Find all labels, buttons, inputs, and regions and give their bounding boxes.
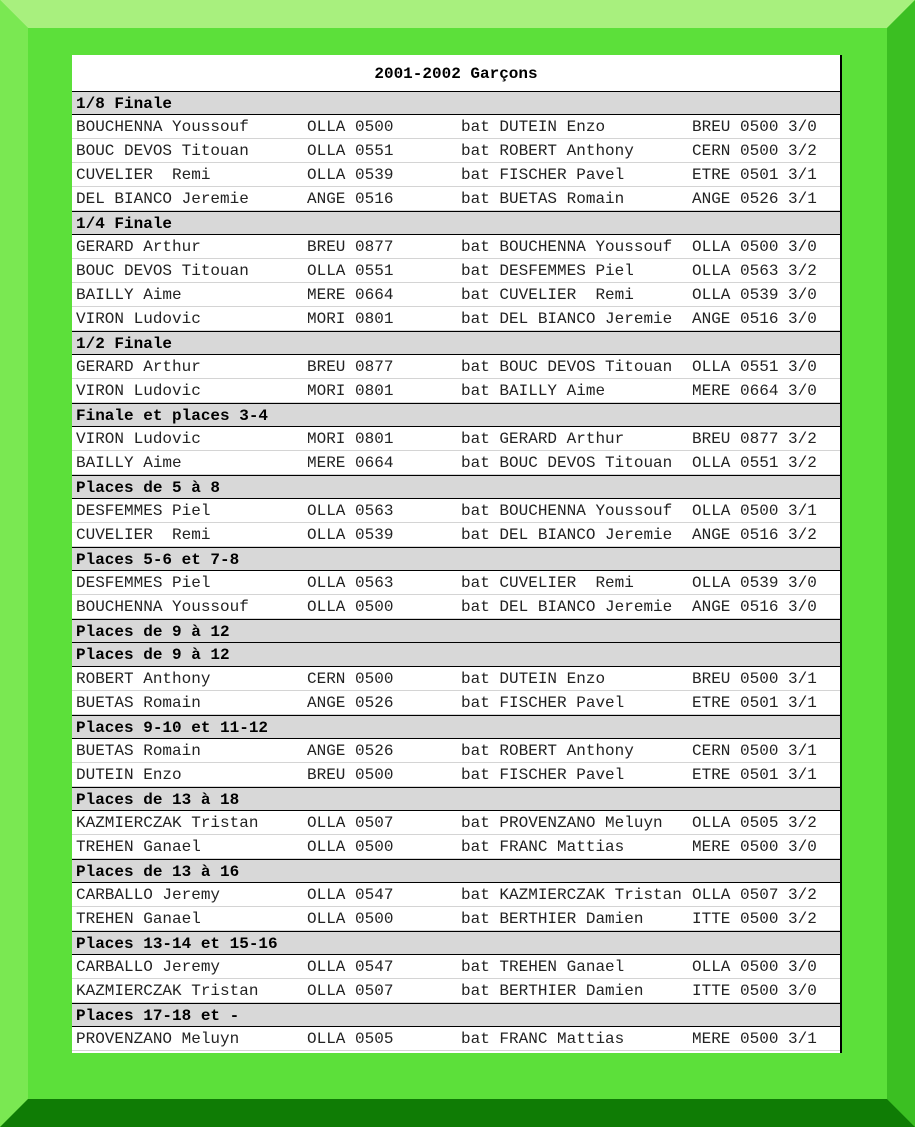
player-name: DEL BIANCO Jeremie bbox=[76, 190, 249, 208]
section-header: 1/4 Finale bbox=[72, 211, 840, 235]
bat-label: bat bbox=[461, 814, 490, 832]
match-row bbox=[72, 115, 840, 139]
opponent-name: KAZMIERCZAK Tristan bbox=[499, 886, 682, 904]
match-verb-opponent bbox=[461, 598, 672, 616]
opponent-club-score: OLLA 0551 3/0 bbox=[692, 358, 817, 376]
section-header: 1/2 Finale bbox=[72, 331, 840, 355]
player-club: MERE 0664 bbox=[307, 286, 394, 304]
match-row bbox=[72, 139, 840, 163]
player-club: BREU 0500 bbox=[307, 766, 394, 784]
bat-label: bat bbox=[461, 886, 490, 904]
match-row bbox=[72, 379, 840, 403]
player-club: CERN 0500 bbox=[307, 670, 394, 688]
opponent-name: DEL BIANCO Jeremie bbox=[499, 598, 673, 616]
opponent-name: DUTEIN Enzo bbox=[499, 118, 606, 136]
player-club: OLLA 0539 bbox=[307, 166, 394, 184]
player-club: OLLA 0505 bbox=[307, 1030, 394, 1048]
player-club: OLLA 0500 bbox=[307, 910, 394, 928]
player-club: OLLA 0547 bbox=[307, 958, 394, 976]
player-name: ROBERT Anthony bbox=[76, 670, 211, 688]
opponent-club-score: ITTE 0500 3/2 bbox=[692, 910, 817, 928]
player-name: BAILLY Aime bbox=[76, 454, 182, 472]
opponent-club-score: ANGE 0526 3/1 bbox=[692, 190, 817, 208]
opponent-club-score: BREU 0877 3/2 bbox=[692, 430, 817, 448]
match-row bbox=[72, 163, 840, 187]
player-club: OLLA 0507 bbox=[307, 814, 394, 832]
match-row bbox=[72, 955, 840, 979]
opponent-club-score: ANGE 0516 3/2 bbox=[692, 526, 817, 544]
opponent-club-score: OLLA 0500 3/0 bbox=[692, 238, 817, 256]
player-name: GERARD Arthur bbox=[76, 358, 201, 376]
opponent-name: CUVELIER Remi bbox=[499, 286, 634, 304]
opponent-name: PROVENZANO Meluyn bbox=[499, 814, 663, 832]
match-row bbox=[72, 427, 840, 451]
match-verb-opponent bbox=[461, 286, 634, 304]
match-verb-opponent bbox=[461, 118, 605, 136]
bat-label: bat bbox=[461, 142, 490, 160]
section-header: Places 17-18 et - bbox=[72, 1003, 840, 1027]
player-name: BOUC DEVOS Titouan bbox=[76, 142, 249, 160]
player-club: OLLA 0563 bbox=[307, 574, 394, 592]
match-verb-opponent bbox=[461, 526, 672, 544]
player-club: BREU 0877 bbox=[307, 238, 394, 256]
player-name: KAZMIERCZAK Tristan bbox=[76, 982, 259, 1000]
match-row bbox=[72, 283, 840, 307]
player-club: OLLA 0547 bbox=[307, 886, 394, 904]
opponent-name: TREHEN Ganael bbox=[499, 958, 625, 976]
frame-bevel-bottom bbox=[0, 1099, 915, 1127]
player-name: BUETAS Romain bbox=[76, 694, 201, 712]
player-name: GERARD Arthur bbox=[76, 238, 201, 256]
player-name: PROVENZANO Meluyn bbox=[76, 1030, 240, 1048]
match-row bbox=[72, 667, 840, 691]
opponent-name: FRANC Mattias bbox=[499, 1030, 625, 1048]
player-club: OLLA 0500 bbox=[307, 598, 394, 616]
results-panel bbox=[72, 55, 842, 1053]
match-verb-opponent bbox=[461, 190, 624, 208]
section-header: Places 5-6 et 7-8 bbox=[72, 547, 840, 571]
match-verb-opponent bbox=[461, 886, 682, 904]
opponent-club-score: BREU 0500 3/0 bbox=[692, 118, 817, 136]
player-club: OLLA 0563 bbox=[307, 502, 394, 520]
opponent-name: BOUC DEVOS Titouan bbox=[499, 358, 673, 376]
bat-label: bat bbox=[461, 166, 490, 184]
match-row bbox=[72, 259, 840, 283]
player-name: CUVELIER Remi bbox=[76, 166, 211, 184]
opponent-club-score: OLLA 0500 3/1 bbox=[692, 502, 817, 520]
opponent-name: BERTHIER Damien bbox=[499, 910, 644, 928]
match-row bbox=[72, 187, 840, 211]
match-verb-opponent bbox=[461, 262, 634, 280]
match-row bbox=[72, 907, 840, 931]
match-row bbox=[72, 499, 840, 523]
opponent-club-score: MERE 0500 3/1 bbox=[692, 1030, 817, 1048]
frame-bevel-left bbox=[0, 0, 28, 1127]
player-name: BUETAS Romain bbox=[76, 742, 201, 760]
match-row bbox=[72, 883, 840, 907]
bat-label: bat bbox=[461, 310, 490, 328]
opponent-name: BOUCHENNA Youssouf bbox=[499, 238, 673, 256]
opponent-club-score: ANGE 0516 3/0 bbox=[692, 598, 817, 616]
opponent-name: BERTHIER Damien bbox=[499, 982, 644, 1000]
opponent-name: BAILLY Aime bbox=[499, 382, 606, 400]
match-row bbox=[72, 451, 840, 475]
player-name: DESFEMMES Piel bbox=[76, 502, 211, 520]
opponent-name: ROBERT Anthony bbox=[499, 742, 634, 760]
opponent-club-score: ETRE 0501 3/1 bbox=[692, 694, 817, 712]
player-name: CUVELIER Remi bbox=[76, 526, 211, 544]
bat-label: bat bbox=[461, 838, 490, 856]
player-name: BAILLY Aime bbox=[76, 286, 182, 304]
opponent-name: FISCHER Pavel bbox=[499, 166, 625, 184]
match-verb-opponent bbox=[461, 310, 672, 328]
match-row bbox=[72, 523, 840, 547]
opponent-club-score: OLLA 0539 3/0 bbox=[692, 574, 817, 592]
match-row bbox=[72, 979, 840, 1003]
match-verb-opponent bbox=[461, 430, 624, 448]
opponent-club-score: OLLA 0505 3/2 bbox=[692, 814, 817, 832]
page-title: 2001-2002 Garçons bbox=[374, 65, 538, 83]
opponent-name: DESFEMMES Piel bbox=[499, 262, 634, 280]
match-verb-opponent bbox=[461, 742, 634, 760]
match-verb-opponent bbox=[461, 958, 624, 976]
section-header: Places 13-14 et 15-16 bbox=[72, 931, 840, 955]
match-verb-opponent bbox=[461, 1030, 624, 1048]
match-verb-opponent bbox=[461, 238, 672, 256]
opponent-name: FISCHER Pavel bbox=[499, 694, 625, 712]
opponent-name: FISCHER Pavel bbox=[499, 766, 625, 784]
player-name: TREHEN Ganael bbox=[76, 910, 201, 928]
match-verb-opponent bbox=[461, 574, 634, 592]
bat-label: bat bbox=[461, 766, 490, 784]
match-verb-opponent bbox=[461, 910, 643, 928]
bat-label: bat bbox=[461, 430, 490, 448]
bat-label: bat bbox=[461, 238, 490, 256]
opponent-name: ROBERT Anthony bbox=[499, 142, 634, 160]
match-row bbox=[72, 1027, 840, 1051]
opponent-club-score: ITTE 0500 3/0 bbox=[692, 982, 817, 1000]
section-header: Places de 5 à 8 bbox=[72, 475, 840, 499]
opponent-name: CUVELIER Remi bbox=[499, 574, 634, 592]
match-verb-opponent bbox=[461, 502, 672, 520]
player-club: OLLA 0539 bbox=[307, 526, 394, 544]
match-row bbox=[72, 811, 840, 835]
opponent-club-score: ANGE 0516 3/0 bbox=[692, 310, 817, 328]
bat-label: bat bbox=[461, 118, 490, 136]
player-club: MERE 0664 bbox=[307, 454, 394, 472]
bat-label: bat bbox=[461, 286, 490, 304]
match-row bbox=[72, 595, 840, 619]
opponent-name: BOUC DEVOS Titouan bbox=[499, 454, 673, 472]
opponent-club-score: MERE 0664 3/0 bbox=[692, 382, 817, 400]
opponent-club-score: OLLA 0500 3/0 bbox=[692, 958, 817, 976]
match-verb-opponent bbox=[461, 166, 624, 184]
player-name: DUTEIN Enzo bbox=[76, 766, 182, 784]
section-header: Finale et places 3-4 bbox=[72, 403, 840, 427]
match-row bbox=[72, 691, 840, 715]
bat-label: bat bbox=[461, 454, 490, 472]
bat-label: bat bbox=[461, 694, 490, 712]
opponent-name: FRANC Mattias bbox=[499, 838, 625, 856]
match-row bbox=[72, 739, 840, 763]
player-club: ANGE 0526 bbox=[307, 694, 394, 712]
player-club: MORI 0801 bbox=[307, 430, 394, 448]
match-verb-opponent bbox=[461, 694, 624, 712]
opponent-name: DUTEIN Enzo bbox=[499, 670, 606, 688]
section-header: Places de 9 à 12 bbox=[72, 643, 840, 667]
player-club: ANGE 0516 bbox=[307, 190, 394, 208]
match-row bbox=[72, 355, 840, 379]
opponent-name: BUETAS Romain bbox=[499, 190, 625, 208]
match-verb-opponent bbox=[461, 670, 605, 688]
results-list bbox=[72, 91, 840, 1051]
player-club: MORI 0801 bbox=[307, 310, 394, 328]
bat-label: bat bbox=[461, 502, 490, 520]
player-name: CARBALLO Jeremy bbox=[76, 958, 221, 976]
match-row bbox=[72, 307, 840, 331]
bat-label: bat bbox=[461, 982, 490, 1000]
opponent-club-score: MERE 0500 3/0 bbox=[692, 838, 817, 856]
opponent-club-score: OLLA 0539 3/0 bbox=[692, 286, 817, 304]
opponent-club-score: ETRE 0501 3/1 bbox=[692, 166, 817, 184]
bat-label: bat bbox=[461, 742, 490, 760]
player-name: TREHEN Ganael bbox=[76, 838, 201, 856]
opponent-club-score: OLLA 0563 3/2 bbox=[692, 262, 817, 280]
player-name: VIRON Ludovic bbox=[76, 310, 201, 328]
match-row bbox=[72, 835, 840, 859]
opponent-club-score: ETRE 0501 3/1 bbox=[692, 766, 817, 784]
opponent-club-score: CERN 0500 3/2 bbox=[692, 142, 817, 160]
player-club: OLLA 0551 bbox=[307, 142, 394, 160]
bat-label: bat bbox=[461, 262, 490, 280]
player-club: OLLA 0551 bbox=[307, 262, 394, 280]
player-club: OLLA 0507 bbox=[307, 982, 394, 1000]
player-name: BOUCHENNA Youssouf bbox=[76, 598, 249, 616]
bat-label: bat bbox=[461, 574, 490, 592]
player-name: BOUC DEVOS Titouan bbox=[76, 262, 249, 280]
player-name: CARBALLO Jeremy bbox=[76, 886, 221, 904]
opponent-club-score: CERN 0500 3/1 bbox=[692, 742, 817, 760]
player-club: MORI 0801 bbox=[307, 382, 394, 400]
bat-label: bat bbox=[461, 958, 490, 976]
match-row bbox=[72, 763, 840, 787]
bat-label: bat bbox=[461, 382, 490, 400]
section-header: Places de 9 à 12 bbox=[72, 619, 840, 643]
match-verb-opponent bbox=[461, 454, 672, 472]
section-header: Places de 13 à 18 bbox=[72, 787, 840, 811]
bat-label: bat bbox=[461, 1030, 490, 1048]
bat-label: bat bbox=[461, 670, 490, 688]
player-club: OLLA 0500 bbox=[307, 118, 394, 136]
match-verb-opponent bbox=[461, 766, 624, 784]
player-name: KAZMIERCZAK Tristan bbox=[76, 814, 259, 832]
match-verb-opponent bbox=[461, 814, 663, 832]
player-club: OLLA 0500 bbox=[307, 838, 394, 856]
frame-bevel-top bbox=[0, 0, 915, 28]
bat-label: bat bbox=[461, 190, 490, 208]
match-verb-opponent bbox=[461, 982, 643, 1000]
bat-label: bat bbox=[461, 358, 490, 376]
section-header: Places de 13 à 16 bbox=[72, 859, 840, 883]
player-club: ANGE 0526 bbox=[307, 742, 394, 760]
player-name: BOUCHENNA Youssouf bbox=[76, 118, 249, 136]
player-name: VIRON Ludovic bbox=[76, 382, 201, 400]
opponent-club-score: BREU 0500 3/1 bbox=[692, 670, 817, 688]
opponent-name: GERARD Arthur bbox=[499, 430, 625, 448]
opponent-name: DEL BIANCO Jeremie bbox=[499, 526, 673, 544]
match-row bbox=[72, 235, 840, 259]
match-verb-opponent bbox=[461, 382, 605, 400]
player-club: BREU 0877 bbox=[307, 358, 394, 376]
match-row bbox=[72, 571, 840, 595]
opponent-name: DEL BIANCO Jeremie bbox=[499, 310, 673, 328]
opponent-name: BOUCHENNA Youssouf bbox=[499, 502, 673, 520]
section-header: 1/8 Finale bbox=[72, 91, 840, 115]
opponent-club-score: OLLA 0507 3/2 bbox=[692, 886, 817, 904]
frame-bevel-right bbox=[887, 0, 915, 1127]
player-name: DESFEMMES Piel bbox=[76, 574, 211, 592]
match-verb-opponent bbox=[461, 358, 672, 376]
bat-label: bat bbox=[461, 598, 490, 616]
opponent-club-score: OLLA 0551 3/2 bbox=[692, 454, 817, 472]
player-name: VIRON Ludovic bbox=[76, 430, 201, 448]
match-verb-opponent bbox=[461, 142, 634, 160]
bat-label: bat bbox=[461, 526, 490, 544]
section-header: Places 9-10 et 11-12 bbox=[72, 715, 840, 739]
bat-label: bat bbox=[461, 910, 490, 928]
match-verb-opponent bbox=[461, 838, 624, 856]
